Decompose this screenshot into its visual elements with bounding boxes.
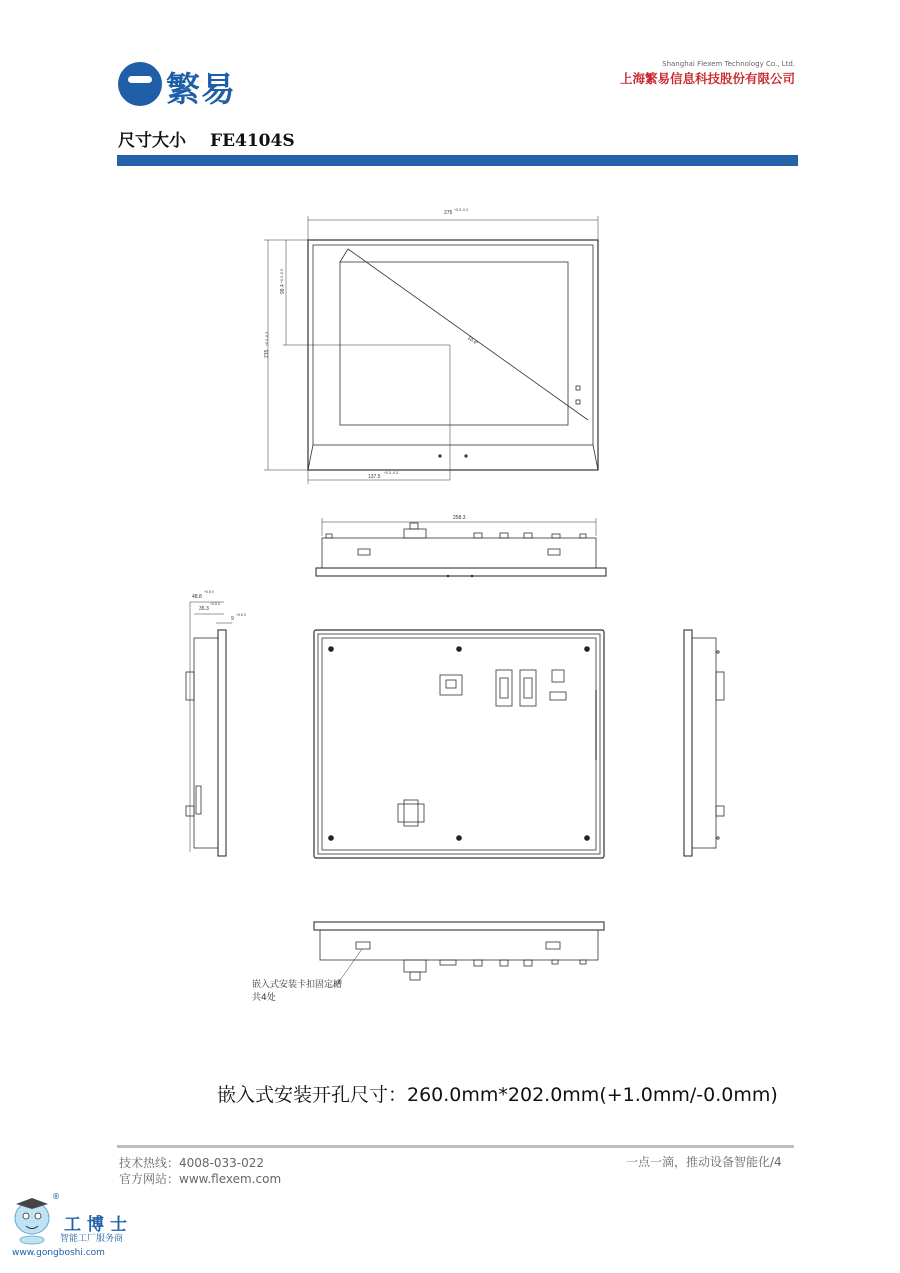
dim-bezel-tol: +0.5 0 xyxy=(236,613,246,617)
dim-half-height: 99.4 xyxy=(280,284,286,294)
clip-note-line1: 嵌入式安装卡扣固定槽 xyxy=(252,980,343,990)
dim-half-width-tol: +0.3 -0.3 xyxy=(384,471,398,475)
mascot-icon xyxy=(10,1196,58,1246)
slogan: 一点一滴，推动设备智能化/4 xyxy=(626,1155,782,1169)
website: 官方网站：www.flexem.com xyxy=(119,1172,282,1186)
top-view xyxy=(316,518,606,577)
dim-width: 275 xyxy=(444,210,453,216)
title-label: 尺寸大小 xyxy=(118,131,186,151)
dim-height: 215 xyxy=(264,349,270,358)
cutout-dimension: 嵌入式安装开孔尺寸：260.0mm*202.0mm(+1.0mm/-0.0mm) xyxy=(217,1084,778,1106)
dim-depth-body-tol: +0.5 0 xyxy=(210,602,220,606)
dim-half-height-tol: +0.3 -0.3 xyxy=(280,269,284,283)
back-view xyxy=(314,630,604,858)
clip-note-line2: 共4处 xyxy=(252,993,276,1003)
dim-depth-body: 35.3 xyxy=(199,606,209,612)
company-name-en: Shanghai Flexem Technology Co., Ltd. xyxy=(662,60,795,68)
right-side-view xyxy=(684,630,724,856)
bottom-view xyxy=(314,922,604,986)
hotline: 技术热线：4008-033-022 xyxy=(119,1156,265,1170)
left-side-view xyxy=(186,602,232,856)
footer-divider xyxy=(117,1145,794,1148)
watermark-name: 工博士 xyxy=(64,1215,133,1235)
dim-depth-total: 48.8 xyxy=(192,594,202,600)
dim-side-width: 258.3 xyxy=(453,515,466,521)
logo-text: 繁易 xyxy=(166,70,236,110)
dim-width-tol: +0.3 -0.3 xyxy=(454,208,468,212)
watermark-url: www.gongboshi.com xyxy=(12,1248,105,1258)
model-name: FE4104S xyxy=(210,131,295,151)
dim-diagonal: 10.4" xyxy=(466,335,479,347)
registered-mark: ® xyxy=(52,1192,60,1201)
dim-height-tol: +0.3 -0.3 xyxy=(265,332,269,346)
front-view xyxy=(264,216,598,484)
dim-bezel: 9 xyxy=(231,616,234,622)
company-name-cn: 上海繁易信息科技股份有限公司 xyxy=(619,71,795,86)
dim-half-width: 137.5 xyxy=(368,474,381,480)
watermark-sub: 智能工厂服务商 xyxy=(60,1234,124,1244)
dim-depth-total-tol: +0.5 0 xyxy=(204,590,214,594)
